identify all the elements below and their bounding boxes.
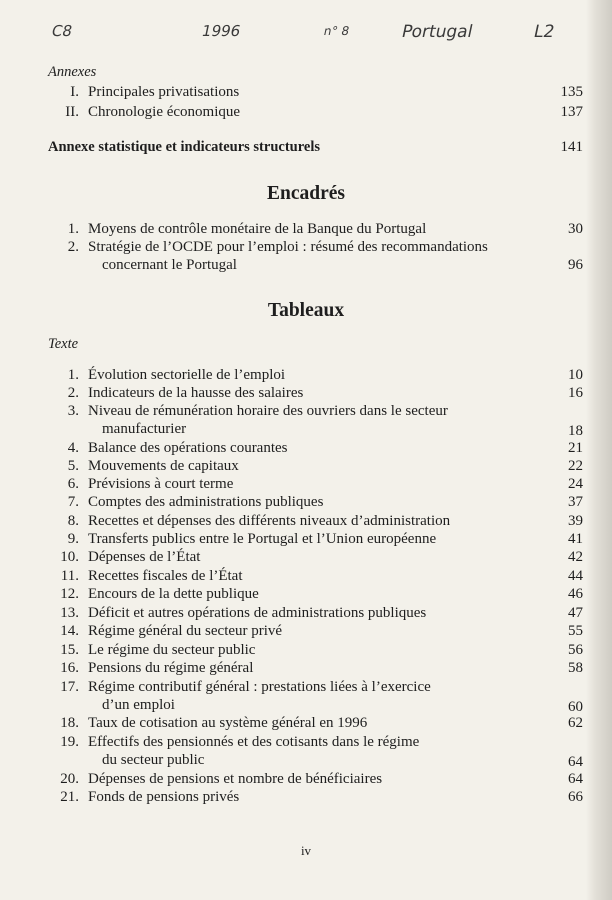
toc-title: Principales privatisations bbox=[88, 84, 240, 100]
handwritten-year: 1996 bbox=[200, 22, 243, 40]
toc-number: 14. bbox=[60, 623, 79, 639]
toc-page: 64 bbox=[568, 754, 583, 770]
toc-title: Niveau de rémunération horaire des ouvriers dans le secteur bbox=[88, 403, 448, 419]
toc-title: Dépenses de l’État bbox=[88, 549, 201, 565]
toc-title: Recettes fiscales de l’État bbox=[88, 568, 243, 584]
toc-title: Moyens de contrôle monétaire de la Banque du Portugal bbox=[88, 221, 427, 237]
page-number: iv bbox=[300, 843, 312, 858]
toc-number: 10. bbox=[60, 549, 79, 565]
handwritten-number: n° 8 bbox=[322, 24, 351, 38]
toc-page: 55 bbox=[568, 623, 583, 639]
toc-page: 47 bbox=[568, 605, 583, 621]
toc-title: Recettes et dépenses des différents niveaux d’administration bbox=[88, 513, 451, 529]
toc-title: Encours de la dette publique bbox=[88, 586, 259, 602]
toc-title: Taux de cotisation au système général en 1996 bbox=[88, 715, 368, 731]
toc-number: 1. bbox=[67, 367, 79, 383]
toc-number: 20. bbox=[60, 771, 79, 787]
toc-number: I. bbox=[70, 84, 79, 100]
toc-title: Balance des opérations courantes bbox=[88, 440, 288, 456]
toc-number: 3. bbox=[67, 403, 79, 419]
toc-title-continuation: du secteur public bbox=[102, 752, 205, 768]
handwritten-annotation bbox=[52, 22, 592, 52]
toc-page: 60 bbox=[568, 699, 583, 715]
toc-title: Stratégie de l’OCDE pour l’emploi : résumé des recommandations bbox=[88, 239, 488, 255]
toc-page: 24 bbox=[568, 476, 583, 492]
toc-number: 9. bbox=[67, 531, 79, 547]
toc-title: Fonds de pensions privés bbox=[88, 789, 240, 805]
toc-title: Pensions du régime général bbox=[88, 660, 254, 676]
page-edge-shadow bbox=[586, 0, 612, 900]
toc-number: 19. bbox=[60, 734, 79, 750]
toc-page: 58 bbox=[568, 660, 583, 676]
toc-title-continuation: d’un emploi bbox=[102, 697, 175, 713]
toc-page: 135 bbox=[560, 84, 583, 100]
toc-title-continuation: manufacturier bbox=[102, 421, 187, 437]
toc-page: 96 bbox=[568, 257, 583, 273]
toc-page: 62 bbox=[568, 715, 583, 731]
toc-number: 17. bbox=[60, 679, 79, 695]
toc-page: 64 bbox=[568, 771, 583, 787]
toc-page: 56 bbox=[568, 642, 583, 658]
tableaux-heading: Tableaux bbox=[267, 300, 345, 321]
toc-page: 10 bbox=[568, 367, 583, 383]
toc-page: 22 bbox=[568, 458, 583, 474]
toc-page: 39 bbox=[568, 513, 583, 529]
handwritten-country: Portugal bbox=[399, 22, 475, 42]
toc-number: 15. bbox=[60, 642, 79, 658]
toc-number: 21. bbox=[60, 789, 79, 805]
toc-title: Déficit et autres opérations de administrations publiques bbox=[88, 605, 427, 621]
toc-page: 21 bbox=[568, 440, 583, 456]
handwritten-code: L2 bbox=[531, 22, 557, 42]
toc-number: 13. bbox=[60, 605, 79, 621]
toc-title: Prévisions à court terme bbox=[88, 476, 234, 492]
annexes-label: Annexes bbox=[48, 64, 97, 80]
toc-page: 16 bbox=[568, 385, 583, 401]
toc-page: 66 bbox=[568, 789, 583, 805]
toc-title: Chronologie économique bbox=[88, 104, 241, 120]
toc-page: 41 bbox=[568, 531, 583, 547]
toc-number: 16. bbox=[60, 660, 79, 676]
toc-number: 6. bbox=[67, 476, 79, 492]
toc-number: 12. bbox=[60, 586, 79, 602]
toc-page: 137 bbox=[560, 104, 583, 120]
toc-title: Régime contributif général : prestations liées à l’exercice bbox=[88, 679, 431, 695]
toc-number: 11. bbox=[60, 568, 79, 584]
toc-page: 42 bbox=[568, 549, 583, 565]
toc-page: 44 bbox=[568, 568, 583, 584]
encadres-heading: Encadrés bbox=[267, 183, 345, 204]
toc-page: 18 bbox=[568, 423, 583, 439]
toc-title: Dépenses de pensions et nombre de bénéficiaires bbox=[88, 771, 383, 787]
toc-page: 30 bbox=[568, 221, 583, 237]
toc-number: 1. bbox=[67, 221, 79, 237]
toc-title: Comptes des administrations publiques bbox=[88, 494, 324, 510]
toc-title: Effectifs des pensionnés et des cotisants dans le régime bbox=[88, 734, 420, 750]
toc-title: Mouvements de capitaux bbox=[88, 458, 239, 474]
toc-number: II. bbox=[65, 104, 79, 120]
toc-title: Annexe statistique et indicateurs structurels bbox=[48, 139, 320, 155]
toc-page: 37 bbox=[568, 494, 583, 510]
texte-label: Texte bbox=[48, 336, 79, 352]
toc-title: Indicateurs de la hausse des salaires bbox=[88, 385, 304, 401]
toc-title: Régime général du secteur privé bbox=[88, 623, 283, 639]
toc-number: 18. bbox=[60, 715, 79, 731]
toc-title: Le régime du secteur public bbox=[88, 642, 256, 658]
toc-number: 2. bbox=[67, 385, 79, 401]
toc-title: Transferts publics entre le Portugal et l’Union européenne bbox=[88, 531, 437, 547]
toc-number: 2. bbox=[67, 239, 79, 255]
handwritten-note: C8 bbox=[50, 22, 74, 40]
toc-number: 7. bbox=[67, 494, 79, 510]
toc-page: 141 bbox=[560, 139, 583, 155]
toc-number: 4. bbox=[67, 440, 79, 456]
toc-number: 5. bbox=[67, 458, 79, 474]
toc-number: 8. bbox=[67, 513, 79, 529]
toc-page: 46 bbox=[568, 586, 583, 602]
toc-title-continuation: concernant le Portugal bbox=[102, 257, 237, 273]
toc-title: Évolution sectorielle de l’emploi bbox=[88, 367, 286, 383]
